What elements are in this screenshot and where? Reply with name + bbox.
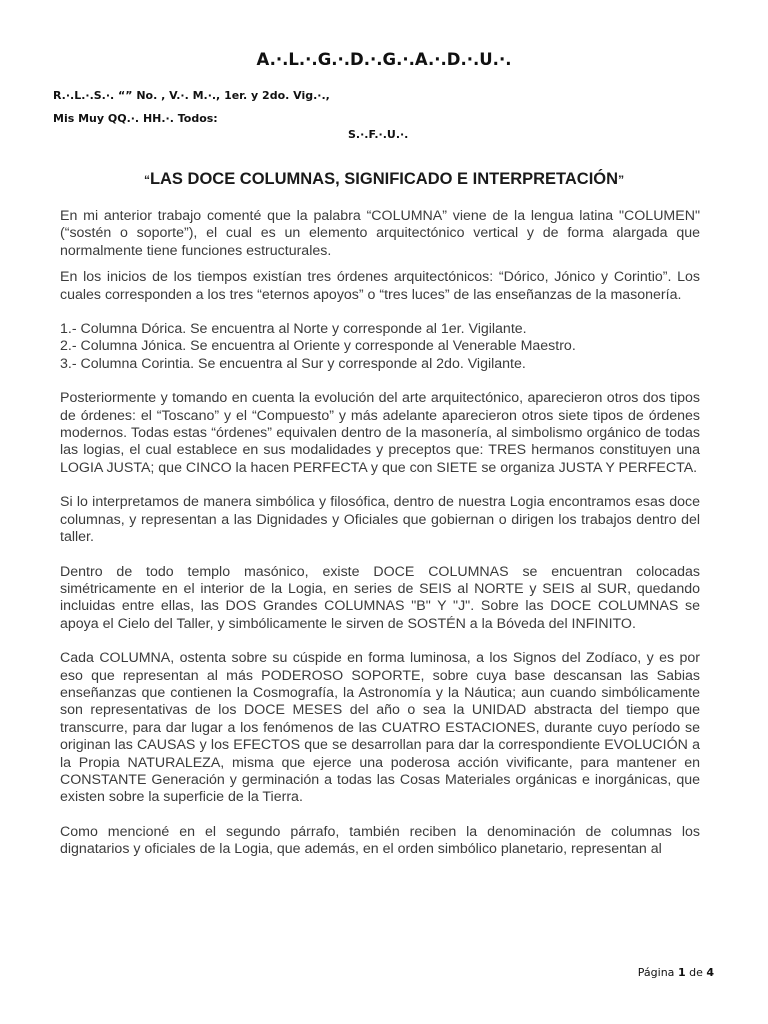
paragraph: Dentro de todo templo masónico, existe DOCE COLUMNAS se encuentran colocadas simétricamente en el interior de la Logia, en series de SEIS al NORTE y SEIS al SUR, quedando incluidas entre ellas, las DOS Grandes COLUMNAS "B" Y "J". Sobre las DOCE COLUMNAS se apoya el Cielo del Taller, y simbólicamente le sirven de SOSTÉN a la Bóveda del INFINITO.	[60, 563, 700, 632]
document-body	[60, 208, 700, 859]
of-word: de	[689, 966, 703, 979]
total-pages-number: 4	[706, 966, 714, 979]
paragraph: Si lo interpretamos de manera simbólica y filosófica, dentro de nuestra Logia encontramos esas doce columnas, y representan a las Dignidades y Oficiales que gobiernan o dirigen los trabajos dentro del taller.	[60, 494, 700, 546]
title-close-quote: ”	[618, 173, 625, 187]
paragraph: En los inicios de los tiempos existían tres órdenes arquitectónicos: “Dórico, Jónico y Corintio”. Los cuales corresponden a los tres “eternos apoyos” o “tres luces” de las enseñanzas de la masonería.	[60, 269, 700, 303]
header-lodge-line: R.·.L.·.S.·. “” No. , V.·. M.·., 1er. y 2do. Vig.·.,	[53, 89, 330, 102]
title-open-quote: “	[143, 173, 150, 187]
title-text: LAS DOCE COLUMNAS, SIGNIFICADO E INTERPRETACIÓN	[149, 170, 619, 188]
list-item: 2.- Columna Jónica. Se encuentra al Oriente y corresponde al Venerable Maestro.	[60, 338, 576, 355]
list-item: 3.- Columna Corintia. Se encuentra al Sur y corresponde al 2do. Vigilante.	[60, 355, 526, 372]
list-item: 1.- Columna Dórica. Se encuentra al Norte y corresponde al 1er. Vigilante.	[60, 321, 527, 338]
page-word: Página	[637, 966, 675, 979]
header-sfu-line: S.·.F.·.U.·.	[348, 128, 409, 141]
columns-list	[60, 321, 700, 373]
header-salutation-line: Mis Muy QQ.·. HH.·. Todos:	[53, 112, 218, 125]
paragraph: Cada COLUMNA, ostenta sobre su cúspide en forma luminosa, a los Signos del Zodíaco, y es por eso que representan al más PODEROSO SOPORTE, sobre cuya base descansan las Sabias enseñanzas que contienen la Cosmografía, la Astronomía y la Náutica; aun cuando simbólicamente son representativas de los DOCE MESES del año o sea la UNIDAD abstracta del tiempo que transcurre, para dar lugar a los fenómenos de las CUATRO ESTACIONES, durante cuyo período se originan las CAUSAS y los EFECTOS que se desarrollan para dar la correspondiente EVOLUCIÓN a la Propia NATURALEZA, misma que ejerce una poderosa acción vivificante, para mantener en CONSTANTE Generación y germinación a todas las Cosas Materiales orgánicas e inorgánicas, que existen sobre la superficie de la Tierra.	[60, 650, 700, 806]
current-page-number: 1	[677, 966, 686, 979]
page-footer	[638, 966, 714, 979]
paragraph: En mi anterior trabajo comenté que la palabra “COLUMNA” viene de la lengua latina "COLUMEN" (“sostén o soporte”), el cual es un elemento arquitectónico vertical y de forma alargada que normalmente tiene funciones estructurales.	[60, 208, 700, 259]
document-title	[0, 170, 768, 189]
header-acronym-line: A.·.L.·.G.·.D.·.G.·.A.·.D.·.U.·.	[256, 50, 512, 69]
paragraph: Como mencioné en el segundo párrafo, también reciben la denominación de columnas los dignatarios y oficiales de la Logia, que además, en el orden simbólico planetario, representan al	[60, 823, 700, 858]
paragraph: Posteriormente y tomando en cuenta la evolución del arte arquitectónico, aparecieron otros dos tipos de órdenes: el “Toscano” y el “Compuesto” y más adelante aparecieron otros siete tipos de órdenes modernos. Todas estas “órdenes” equivalen dentro de la masonería, al simbolismo orgánico de todas las logias, el cual establece en sus modalidades y preceptos que: TRES hermanos constituyen una LOGIA JUSTA; que CINCO la hacen PERFECTA y que con SIETE se organiza JUSTA Y PERFECTA.	[60, 390, 700, 476]
